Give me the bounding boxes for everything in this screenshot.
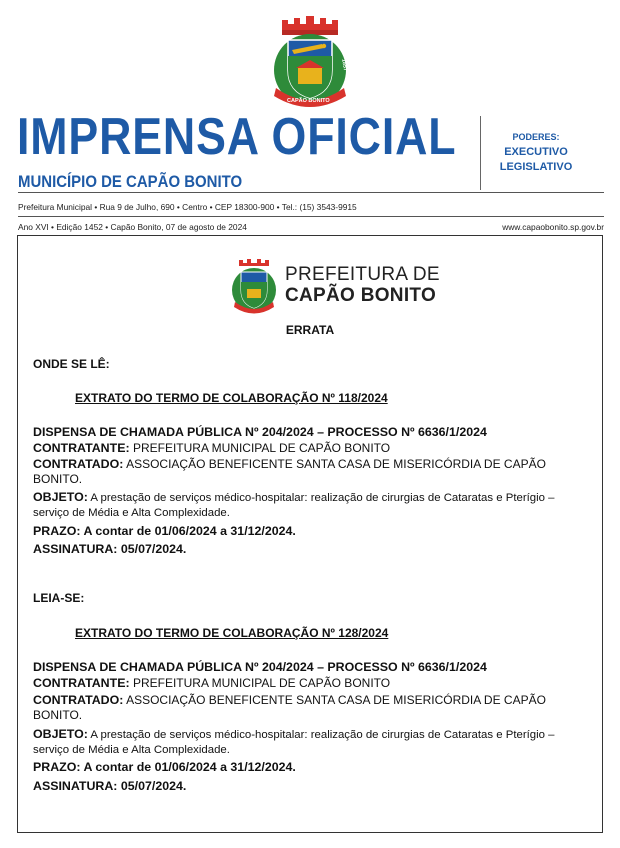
prefeitura-crest-icon [229, 256, 279, 316]
crest-left-year: 1843 [268, 58, 277, 72]
contratado-line: CONTRATADO: ASSOCIAÇÃO BENEFICENTE SANTA CASA DE MISERICÓRDIA DE CAPÃO BONITO. [33, 457, 546, 486]
crest-right-year: 1857 [340, 58, 349, 72]
prefeitura-logo-line2: CAPÃO BONITO [285, 285, 437, 306]
section-label: LEIA-SE: [33, 591, 85, 605]
extract-title: EXTRATO DO TERMO DE COLABORAÇÃO Nº 128/2024 [75, 626, 389, 640]
contratante-line: CONTRATANTE: PREFEITURA MUNICIPAL DE CAPÃO BONITO [33, 676, 391, 690]
newspaper-title: IMPRENSA OFICIAL [17, 108, 457, 166]
edition-line: Ano XVI • Edição 1452 • Capão Bonito, 07 de agosto de 2024 [18, 222, 247, 232]
vertical-divider [480, 116, 481, 190]
prazo-line: PRAZO: A contar de 01/06/2024 a 31/12/2024. [33, 524, 296, 538]
document-heading: ERRATA [285, 323, 335, 337]
poder-executivo: EXECUTIVO [504, 146, 568, 158]
newspaper-subtitle: MUNICÍPIO DE CAPÃO BONITO [18, 172, 243, 191]
objeto-line: OBJETO: A prestação de serviços médico-hospitalar: realização de cirurgias de Cataratas e Pterígio – serviço de Média e Alta Complexidade. [33, 727, 555, 756]
dispensa-line: DISPENSA DE CHAMADA PÚBLICA Nº 204/2024 – PROCESSO Nº 6636/1/2024 [33, 660, 487, 674]
section-label: ONDE SE LÊ: [33, 357, 110, 371]
address-line: Prefeitura Municipal • Rua 9 de Julho, 690 • Centro • CEP 18300-900 • Tel.: (15) 3543-9915 [18, 202, 357, 212]
website-link[interactable]: www.capaobonito.sp.gov.br [502, 222, 604, 232]
objeto-line: OBJETO: A prestação de serviços médico-hospitalar: realização de cirurgias de Cataratas e Pterígio – serviço de Média e Alta Complexidade. [33, 490, 555, 519]
dispensa-line: DISPENSA DE CHAMADA PÚBLICA Nº 204/2024 – PROCESSO Nº 6636/1/2024 [33, 425, 487, 439]
prefeitura-logo-line1: PREFEITURA DE [285, 264, 440, 285]
assinatura-line: ASSINATURA: 05/07/2024. [33, 779, 187, 793]
crest-ribbon-text: CAPÃO BONITO [287, 98, 330, 104]
title-divider [18, 192, 604, 193]
assinatura-line: ASSINATURA: 05/07/2024. [33, 542, 187, 556]
address-divider [18, 216, 604, 217]
contratado-line: CONTRATADO: ASSOCIAÇÃO BENEFICENTE SANTA CASA DE MISERICÓRDIA DE CAPÃO BONITO. [33, 693, 546, 722]
prazo-line: PRAZO: A contar de 01/06/2024 a 31/12/2024. [33, 760, 296, 774]
poderes-block [486, 132, 586, 175]
extract-title: EXTRATO DO TERMO DE COLABORAÇÃO Nº 118/2024 [75, 391, 388, 405]
poder-legislativo: LEGISLATIVO [499, 161, 573, 173]
contratante-line: CONTRATANTE: PREFEITURA MUNICIPAL DE CAPÃO BONITO [33, 441, 391, 455]
poderes-label: PODERES: [512, 132, 560, 142]
